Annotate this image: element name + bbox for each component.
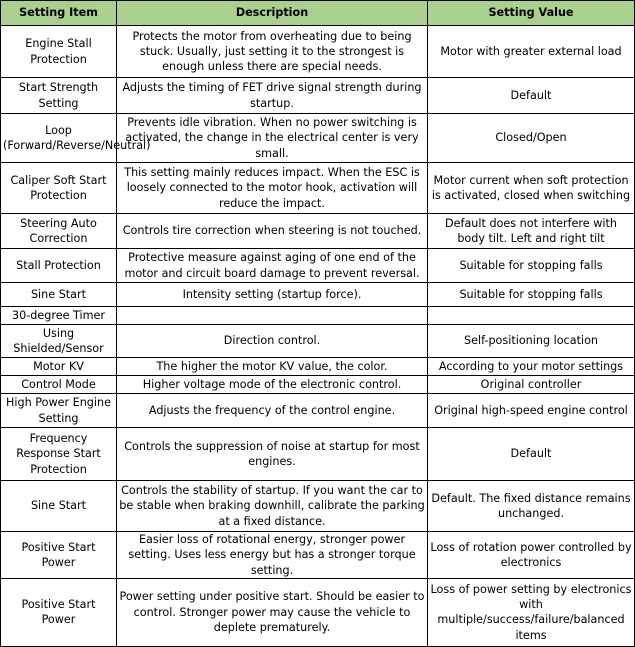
- table-row: [1, 578, 635, 646]
- cell-description: Controls the suppression of noise at startup for most engines.: [117, 428, 428, 481]
- cell-setting-item: Stall Protection: [1, 249, 117, 283]
- table-row: [1, 532, 635, 579]
- cell-description: Controls tire correction when steering is not touched.: [117, 214, 428, 249]
- cell-setting-item: Using Shielded/Sensor: [1, 325, 117, 358]
- cell-setting-value: Motor current when soft protection is activated, closed when switching: [428, 163, 635, 214]
- cell-description: Adjusts the frequency of the control engine.: [117, 394, 428, 428]
- cell-setting-value: Motor with greater external load: [428, 26, 635, 78]
- cell-setting-item: Steering Auto Correction: [1, 214, 117, 249]
- cell-setting-value: According to your motor settings: [428, 358, 635, 376]
- cell-description: [117, 307, 428, 325]
- cell-setting-value: Closed/Open: [428, 114, 635, 163]
- table-row: [1, 376, 635, 394]
- cell-description: Protects the motor from overheating due to being stuck. Usually, just setting it to the strongest is enough unless there are special needs.: [117, 26, 428, 78]
- cell-setting-value: Original controller: [428, 376, 635, 394]
- cell-setting-item: High Power Engine Setting: [1, 394, 117, 428]
- table-row: [1, 307, 635, 325]
- cell-setting-value: Loss of rotation power controlled by electronics: [428, 532, 635, 579]
- table-row: [1, 481, 635, 532]
- cell-description: Protective measure against aging of one end of the motor and circuit board damage to prevent reversal.: [117, 249, 428, 283]
- cell-description: Higher voltage mode of the electronic control.: [117, 376, 428, 394]
- table-row: [1, 114, 635, 163]
- cell-setting-item: Positive Start Power: [1, 532, 117, 579]
- table-row: [1, 283, 635, 307]
- cell-setting-value: Loss of power setting by electronics with multiple/success/failure/balanced items: [428, 578, 635, 646]
- cell-setting-value: Suitable for stopping falls: [428, 283, 635, 307]
- cell-setting-item: Sine Start: [1, 283, 117, 307]
- cell-description: Easier loss of rotational energy, stronger power setting. Uses less energy but has a stronger torque setting.: [117, 532, 428, 579]
- table-row: [1, 163, 635, 214]
- table-row: [1, 26, 635, 78]
- cell-setting-value: [428, 307, 635, 325]
- cell-setting-value: Self-positioning location: [428, 325, 635, 358]
- table-row: [1, 325, 635, 358]
- cell-setting-item: 30-degree Timer: [1, 307, 117, 325]
- cell-setting-value: Default. The fixed distance remains unchanged.: [428, 481, 635, 532]
- cell-description: The higher the motor KV value, the color.: [117, 358, 428, 376]
- cell-setting-item: Engine Stall Protection: [1, 26, 117, 78]
- cell-description: Power setting under positive start. Should be easier to control. Stronger power may cause the vehicle to deplete prematurely.: [117, 578, 428, 646]
- cell-description: Prevents idle vibration. When no power switching is activated, the change in the electrical center is very small.: [117, 114, 428, 163]
- cell-setting-item: Frequency Response Start Protection: [1, 428, 117, 481]
- cell-setting-item: Positive Start Power: [1, 578, 117, 646]
- table-row: [1, 428, 635, 481]
- table-row: [1, 78, 635, 114]
- cell-description: This setting mainly reduces impact. When the ESC is loosely connected to the motor hook, activation will reduce the impact.: [117, 163, 428, 214]
- cell-setting-item: Sine Start: [1, 481, 117, 532]
- cell-setting-value: Original high-speed engine control: [428, 394, 635, 428]
- table-row: [1, 394, 635, 428]
- table-row: [1, 214, 635, 249]
- table-row: [1, 249, 635, 283]
- cell-description: Controls the stability of startup. If you want the car to be stable when braking downhill, calibrate the parking at a fixed distance.: [117, 481, 428, 532]
- header-setting-value: Setting Value: [428, 1, 635, 26]
- header-setting-item: Setting Item: [1, 1, 117, 26]
- cell-setting-value: Default: [428, 428, 635, 481]
- cell-setting-item: Loop (Forward/Reverse/Neutral): [1, 114, 117, 163]
- cell-setting-item: Control Mode: [1, 376, 117, 394]
- cell-setting-item: Motor KV: [1, 358, 117, 376]
- cell-setting-value: Default does not interfere with body tilt. Left and right tilt: [428, 214, 635, 249]
- cell-setting-value: Default: [428, 78, 635, 114]
- table-row: [1, 358, 635, 376]
- header-row: [1, 1, 635, 26]
- cell-setting-item: Start Strength Setting: [1, 78, 117, 114]
- cell-description: Intensity setting (startup force).: [117, 283, 428, 307]
- cell-description: Direction control.: [117, 325, 428, 358]
- cell-setting-value: Suitable for stopping falls: [428, 249, 635, 283]
- cell-setting-item: Caliper Soft Start Protection: [1, 163, 117, 214]
- cell-description: Adjusts the timing of FET drive signal strength during startup.: [117, 78, 428, 114]
- header-description: Description: [117, 1, 428, 26]
